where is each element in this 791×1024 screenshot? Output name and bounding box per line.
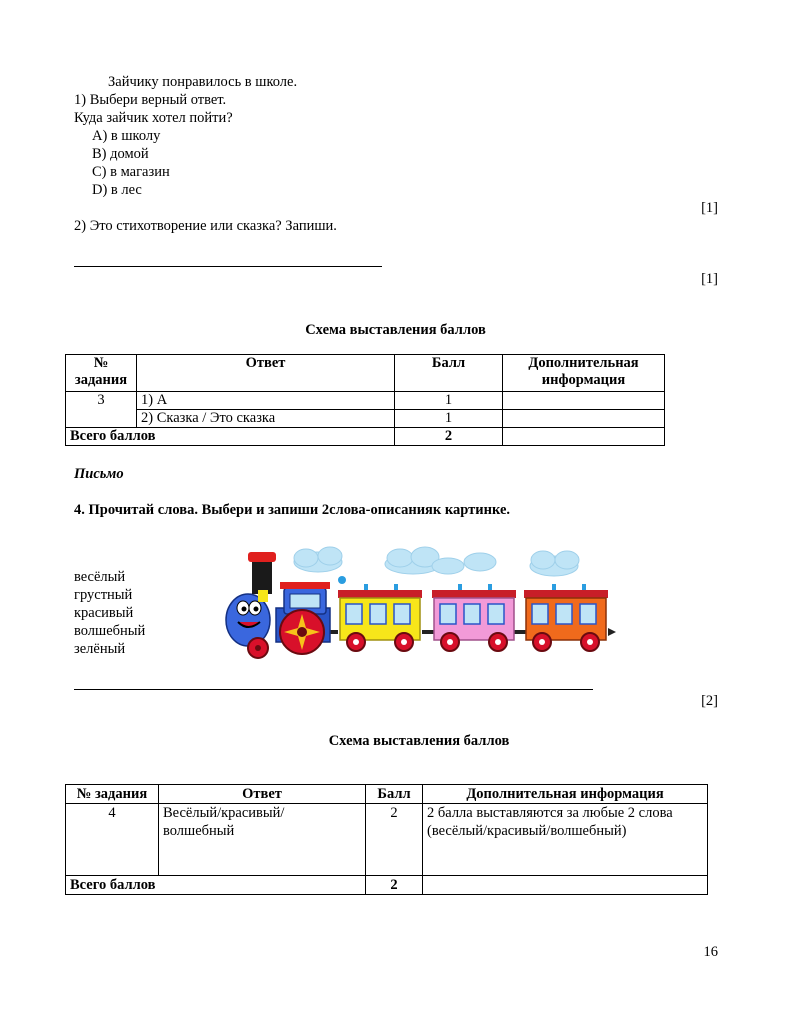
task3-intro: Зайчику понравилось в школе. (108, 74, 298, 90)
total-label: Всего баллов (66, 428, 395, 446)
cell-score: 1 (395, 410, 503, 428)
word-item: волшебный (74, 623, 146, 639)
cartoon-train-icon (218, 540, 618, 665)
task3-mark1: [1] (701, 200, 718, 216)
word-item: красивый (74, 605, 134, 621)
option-c: C) в магазин (92, 164, 170, 180)
header-score: Балл (395, 355, 503, 392)
header-answer: Ответ (159, 785, 366, 804)
cell-info: 2 балла выставляются за любые 2 слова (весёлый/красивый/волшебный) (423, 804, 708, 876)
option-b: B) домой (92, 146, 149, 162)
total-label: Всего баллов (66, 876, 366, 895)
cell-score: 1 (395, 392, 503, 410)
answer-line (74, 266, 382, 267)
task3-question2: 2) Это стихотворение или сказка? Запиши. (74, 218, 337, 234)
option-a: A) в школу (92, 128, 161, 144)
cell-score: 2 (366, 804, 423, 876)
table-row (66, 804, 708, 876)
header-info: Дополнительная информация (423, 785, 708, 804)
table-header-row (66, 785, 708, 804)
cell-num: 3 (66, 392, 137, 428)
scheme1-table (65, 354, 665, 446)
total-score: 2 (395, 428, 503, 446)
task3-question1-text: Куда зайчик хотел пойти? (74, 110, 233, 126)
task4-mark: [2] (701, 693, 718, 709)
header-info: Дополнительная информация (503, 355, 665, 392)
task3-question1: 1) Выбери верный ответ. (74, 92, 227, 108)
word-item: грустный (74, 587, 133, 603)
table-row (66, 410, 665, 428)
table-total-row (66, 428, 665, 446)
task3-mark2: [1] (701, 271, 718, 287)
cell-answer: 2) Сказка / Это сказка (137, 410, 395, 428)
table-total-row (66, 876, 708, 895)
total-info (423, 876, 708, 895)
cell-info (503, 392, 665, 410)
header-answer: Ответ (137, 355, 395, 392)
word-item: зелёный (74, 641, 126, 657)
task4-title: 4. Прочитай слова. Выбери и запиши 2слова-описанияк картинке. (74, 502, 511, 518)
header-num: № задания (66, 355, 137, 392)
table-header-row (66, 355, 665, 392)
cell-info (503, 410, 665, 428)
header-score: Балл (366, 785, 423, 804)
scheme2-title: Схема выставления баллов (328, 733, 510, 749)
scheme1-title: Схема выставления баллов (305, 322, 486, 338)
answer-line (74, 689, 593, 690)
cell-answer: Весёлый/красивый/ волшебный (159, 804, 366, 876)
header-num: № задания (66, 785, 159, 804)
cell-num: 4 (66, 804, 159, 876)
section-title: Письмо (74, 466, 124, 482)
table-row (66, 392, 665, 410)
total-score: 2 (366, 876, 423, 895)
word-item: весёлый (74, 569, 126, 585)
option-d: D) в лес (92, 182, 142, 198)
cell-answer: 1) А (137, 392, 395, 410)
total-info (503, 428, 665, 446)
scheme2-table (65, 784, 708, 895)
page-number: 16 (703, 944, 718, 960)
